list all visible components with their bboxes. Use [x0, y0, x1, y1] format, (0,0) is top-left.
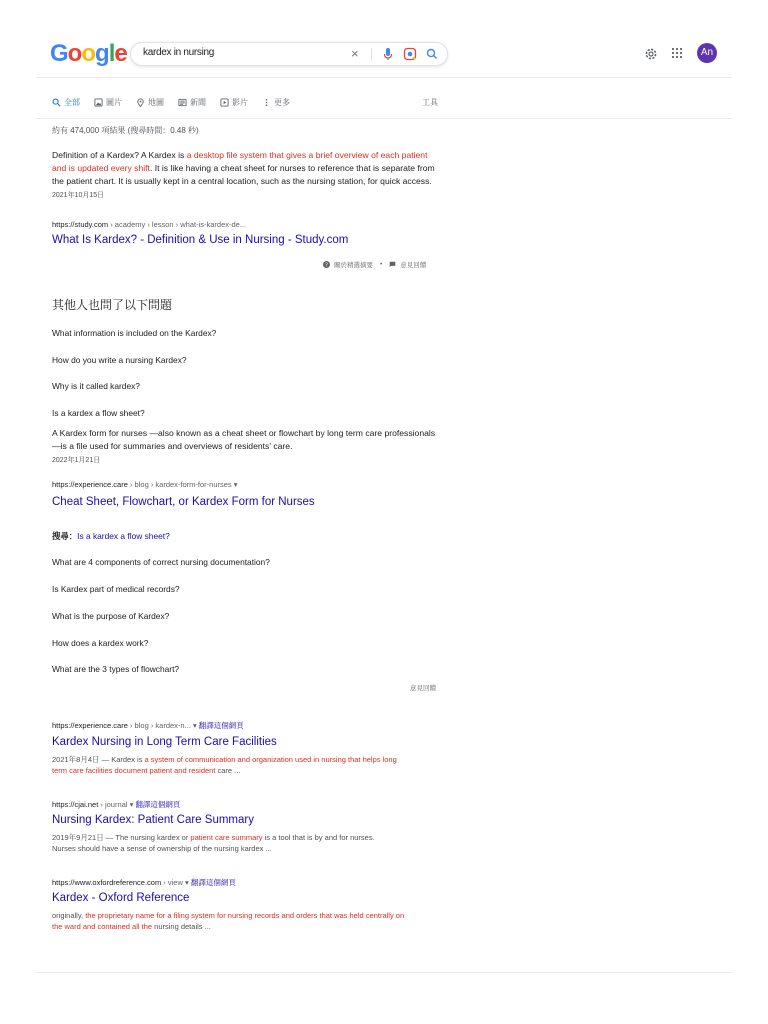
result-url[interactable] [52, 877, 236, 888]
snippet-highlight: a system of communication and organization used in nursing that helps long term care facilities document patient and resident [52, 755, 397, 775]
url-domain: https://cjai.net [52, 800, 99, 809]
paa-question[interactable]: How does a kardex work? [52, 638, 149, 648]
footer-divider [36, 972, 732, 973]
result-url[interactable] [52, 720, 244, 731]
chevron-down-icon[interactable]: ▾ [192, 721, 197, 730]
tab-news[interactable] [178, 97, 206, 108]
chevron-down-icon[interactable]: ▾ [184, 878, 189, 887]
url-domain: https://experience.care [52, 721, 128, 730]
snippet-prefix: 2019年9月21日 — The nursing kardex or [52, 833, 191, 842]
snippet-highlight: patient care summary [190, 833, 263, 842]
search-tabs [52, 97, 290, 108]
snippet-text: nursing details ... [152, 922, 211, 931]
paa-feedback-link[interactable]: 意見回饋 [410, 685, 436, 692]
separator: • [380, 261, 383, 268]
url-domain: https://experience.care [52, 480, 128, 489]
result-title-link[interactable]: Cheat Sheet, Flowchart, or Kardex Form for Nurses [52, 496, 315, 508]
header-divider [36, 77, 732, 78]
paa-answer-text: A Kardex form for nurses —also known as a cheat sheet or flowchart by long term care professionals—is a file used for summaries and overviews of residents' care. [52, 428, 436, 451]
snippet-highlight: a desktop file system that gives a brief overview of each patient and is updated every shift [52, 150, 428, 173]
featured-snippet-footer [323, 260, 426, 269]
featured-snippet-text [52, 149, 440, 202]
paa-answer-date: 2022年1月21日 [52, 457, 101, 464]
result-title-link[interactable]: Kardex Nursing in Long Term Care Facilities [52, 736, 277, 748]
result-snippet [52, 910, 407, 932]
paa-question[interactable]: Why is it called kardex? [52, 381, 140, 391]
translate-link[interactable]: 翻譯這個網頁 [198, 721, 244, 730]
paa-answer [52, 427, 436, 467]
search-prefix: 搜尋： [52, 531, 78, 541]
tab-label: 更多 [274, 98, 290, 107]
feedback-link[interactable]: 意見回饋 [400, 262, 427, 269]
search-divider [371, 48, 372, 61]
more-vert-icon [262, 98, 271, 107]
paa-question[interactable]: What information is included on the Kardex? [52, 328, 217, 338]
url-path: › blog › kardex-form-for-nurses [127, 480, 232, 489]
paa-search-link[interactable]: Is a kardex a flow sheet? [77, 531, 170, 541]
snippet-highlight: the proprietary name for a filing system for nursing records and orders that was held centrally on the ward and contained all the [52, 911, 405, 931]
search-header [0, 0, 768, 80]
news-icon [178, 98, 187, 107]
translate-link[interactable]: 翻譯這個網頁 [190, 878, 236, 887]
result-url[interactable] [52, 220, 246, 229]
avatar[interactable]: An [697, 43, 717, 63]
url-path: › journal [98, 800, 128, 809]
feedback-icon [389, 261, 396, 268]
snippet-text: Definition of a Kardex? A Kardex is [52, 150, 187, 160]
tab-images[interactable] [94, 97, 122, 108]
url-domain: https://www.oxfordreference.com [52, 878, 162, 887]
search-icon [52, 98, 61, 107]
tab-label: 新聞 [190, 98, 206, 107]
translate-link[interactable]: 翻譯這個網頁 [135, 800, 181, 809]
snippet-date: 2021年10月15日 [52, 192, 105, 199]
result-snippet [52, 832, 392, 854]
snippet-prefix: 2021年8月4日 — Kardex is [52, 755, 145, 764]
image-icon [94, 98, 103, 107]
search-box[interactable] [130, 42, 448, 66]
tab-maps[interactable] [136, 97, 164, 108]
tab-label: 圖片 [106, 98, 122, 107]
video-icon [220, 98, 229, 107]
paa-heading: 其他人也問了以下問題 [52, 298, 173, 312]
result-url[interactable] [52, 480, 238, 489]
tab-label: 全部 [64, 98, 80, 107]
url-path: › blog › kardex-n... [127, 721, 191, 730]
about-snippet-link[interactable]: 關於精選摘要 [334, 262, 373, 269]
result-title-link[interactable]: Nursing Kardex: Patient Care Summary [52, 814, 254, 826]
url-domain: https://study.com [52, 220, 109, 229]
paa-question[interactable]: What are 4 components of correct nursing documentation? [52, 557, 270, 567]
paa-question[interactable]: Is Kardex part of medical records? [52, 584, 180, 594]
snippet-prefix: originally, [52, 911, 86, 920]
tab-all[interactable] [52, 97, 80, 108]
tabs-divider [36, 118, 732, 119]
paa-question[interactable]: What is the purpose of Kardex? [52, 611, 170, 621]
result-url[interactable] [52, 799, 180, 810]
svg-text:?: ? [325, 262, 328, 268]
chevron-down-icon[interactable]: ▾ [233, 480, 238, 489]
result-title-link[interactable]: Kardex - Oxford Reference [52, 892, 190, 904]
tab-label: 地圖 [148, 98, 164, 107]
gear-icon[interactable] [644, 47, 658, 61]
tab-label: 影片 [232, 98, 248, 107]
snippet-text: care ... [215, 766, 241, 775]
paa-question[interactable]: Is a kardex a flow sheet? [52, 408, 145, 418]
tab-more[interactable] [262, 97, 290, 108]
url-path: › view [161, 878, 183, 887]
google-lens-icon[interactable] [403, 47, 417, 61]
tab-videos[interactable] [220, 97, 248, 108]
paa-search-row [52, 530, 170, 542]
result-stats: 約有 474,000 項結果 (搜尋時間：0.48 秒) [52, 126, 199, 135]
help-icon [323, 261, 330, 268]
result-title-link[interactable]: What Is Kardex? - Definition & Use in Nursing - Study.com [52, 234, 349, 246]
chevron-down-icon[interactable]: ▾ [129, 800, 134, 809]
map-pin-icon [136, 98, 145, 107]
apps-grid-icon[interactable] [671, 47, 683, 59]
google-logo[interactable]: Google [50, 40, 127, 67]
paa-question[interactable]: How do you write a nursing Kardex? [52, 355, 187, 365]
clear-icon[interactable]: × [351, 46, 359, 61]
paa-question[interactable]: What are the 3 types of flowchart? [52, 664, 180, 674]
microphone-icon[interactable] [381, 46, 395, 62]
search-input[interactable]: kardex in nursing [143, 47, 215, 58]
search-icon[interactable] [425, 47, 439, 61]
url-path: › academy › lesson › what-is-kardex-de... [108, 220, 247, 229]
snippet-text: . It is like having a cheat sheet for nurses to reference that is separate from the patient chart. It is usually kept in a central location, such as the nursing station, for quick access. [52, 163, 435, 186]
result-snippet [52, 754, 402, 776]
snippet-text: is a tool that is by and for nurses. Nurses should have a sense of ownership of the nursing kardex ... [52, 833, 375, 853]
tools-button[interactable]: 工具 [422, 98, 438, 107]
